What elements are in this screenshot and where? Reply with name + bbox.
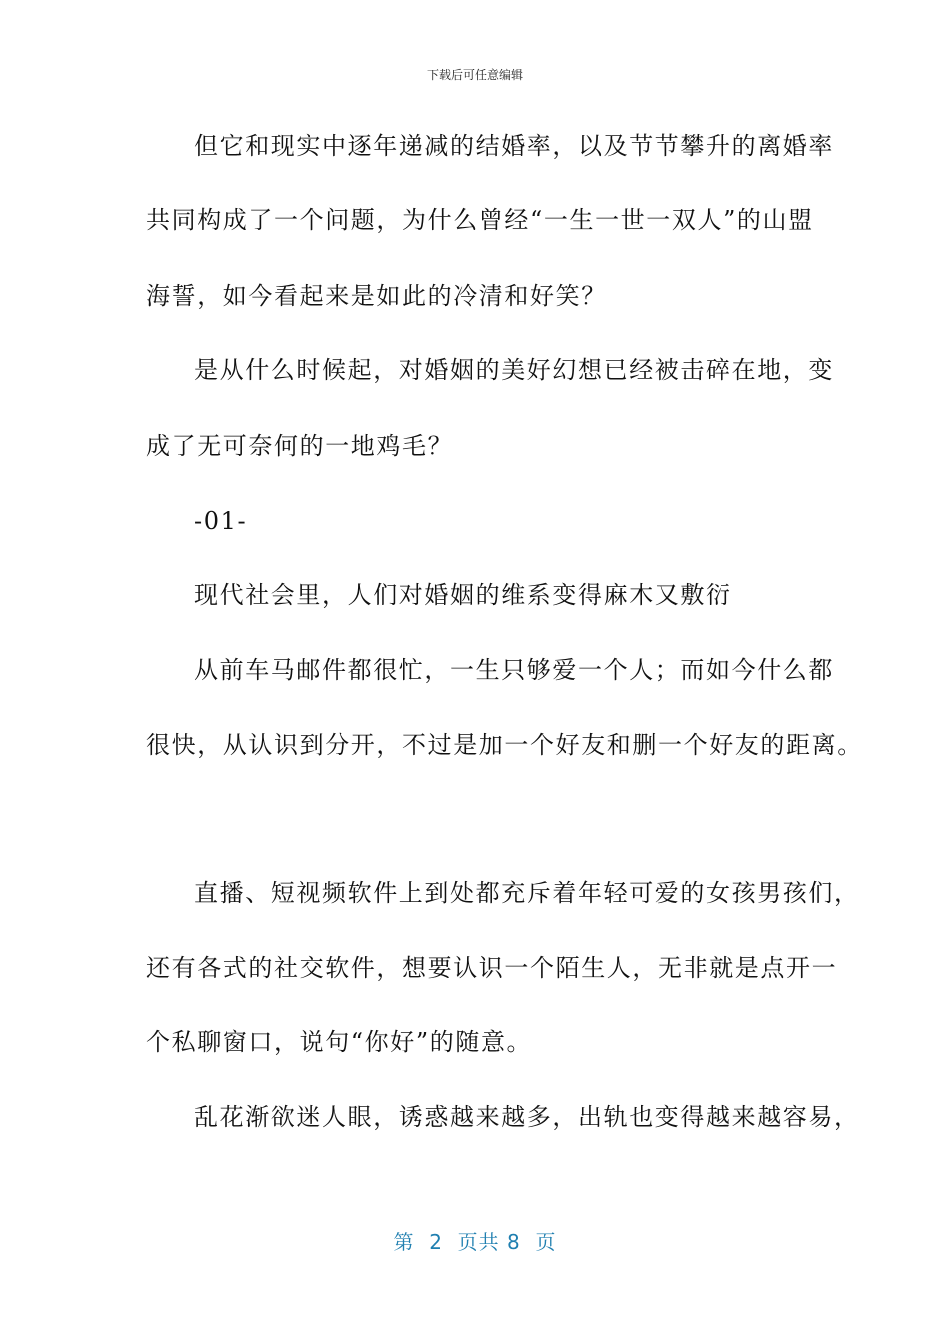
page-number: 第 2 页共 8 页 <box>393 1230 557 1254</box>
body-line-3: 海誓，如今看起来是如此的冷清和好笑？ <box>146 282 607 310</box>
body-line-12: 个私聊窗口，说句“你好”的随意。 <box>146 1028 533 1056</box>
body-line-13: 乱花渐欲迷人眼，诱惑越来越多，出轨也变得越来越容易， <box>194 1103 860 1131</box>
body-line-8: 从前车马邮件都很忙，一生只够爱一个人；而如今什么都 <box>194 656 834 684</box>
body-line-10: 直播、短视频软件上到处都充斥着年轻可爱的女孩男孩们， <box>194 879 860 907</box>
section-heading: 现代社会里，人们对婚姻的维系变得麻木又敷衍 <box>194 581 732 609</box>
body-line-4: 是从什么时候起，对婚姻的美好幻想已经被击碎在地，变 <box>194 356 834 384</box>
body-line-9: 很快，从认识到分开，不过是加一个好友和删一个好友的距离。 <box>146 731 863 759</box>
body-line-11: 还有各式的社交软件，想要认识一个陌生人，无非就是点开一 <box>146 954 838 982</box>
body-line-2: 共同构成了一个问题，为什么曾经“一生一世一双人”的山盟 <box>146 206 814 234</box>
header-note: 下载后可任意编辑 <box>426 68 523 82</box>
body-line-5: 成了无可奈何的一地鸡毛？ <box>146 432 454 460</box>
section-marker: -01- <box>194 507 248 535</box>
body-line-1: 但它和现实中逐年递减的结婚率，以及节节攀升的离婚率 <box>194 132 834 160</box>
